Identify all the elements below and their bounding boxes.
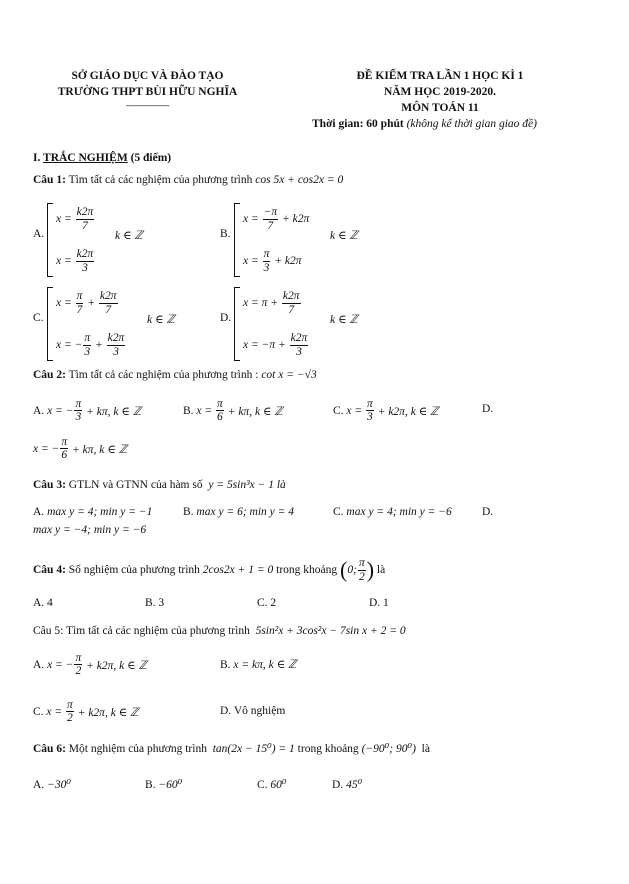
q2-option-d: x = − $\frac{\pi}{6}$ + kπ, k ∈ ℤ (33, 436, 128, 462)
subject: MÔN TOÁN 11 (401, 102, 479, 114)
q1-option-b: x = $\frac{-\pi}{7}$ + k2π x = $\frac{\pi}{3}$ + k2π (234, 198, 309, 282)
q1-a-cond: k ∈ ℤ (115, 230, 143, 242)
q4-option-c: C. 2 (257, 597, 277, 609)
time-note: (không kể thời gian giao đề) (406, 118, 537, 130)
q1-d-cond: k ∈ ℤ (330, 314, 358, 326)
school-dept: SỞ GIÁO DỤC VÀ ĐÀO TẠO (71, 70, 224, 82)
q1-c-cond: k ∈ ℤ (147, 314, 175, 326)
q1-option-c-label: C. (33, 312, 44, 324)
q1-option-d: x = π + $\frac{k2\pi}{7}$ x = −π + $\frac{k2\pi}{3}$ (234, 282, 309, 366)
q5-option-d: D. Vô nghiệm (220, 705, 286, 717)
q1-option-a: x = $\frac{k2\pi}{7}$ x = $\frac{k2\pi}{3}$ (47, 198, 95, 282)
section-title: I. TRẮC NGHIỆM (5 điểm) (33, 152, 172, 164)
q5-option-b: B. x = kπ, k ∈ ℤ (220, 659, 297, 671)
q6-option-d: D. 45⁰ (332, 779, 363, 791)
q2-option-c: C. x = $\frac{\pi}{3}$ + k2π, k ∈ ℤ (333, 398, 439, 424)
q2-stem: Câu 2: Tìm tất cả các nghiệm của phương trình : cot x = −√3 (33, 369, 317, 381)
q6-option-b: B. −60⁰ (145, 779, 183, 791)
q6-option-a: A. −30⁰ (33, 779, 71, 791)
q5-option-c: C. x = $\frac{\pi}{2}$ + k2π, k ∈ ℤ (33, 699, 139, 725)
q3-option-d-label: D. (482, 506, 494, 518)
exam-time (312, 118, 537, 130)
q3-stem: Câu 3: GTLN và GTNN của hàm số y = 5sin³x − 1 là (33, 479, 286, 491)
q1-b-cond: k ∈ ℤ (330, 230, 358, 242)
time-label: Thời gian: 60 phút (312, 118, 404, 130)
q1-option-b-label: B. (220, 228, 231, 240)
q4-option-a: A. 4 (33, 597, 53, 609)
q4-option-d: D. 1 (369, 597, 389, 609)
q4-stem: Câu 4: Số nghiệm của phương trình 2cos2x + 1 = 0 trong khoảng ( 0; $\frac{\pi}{2}$ ) là (33, 557, 386, 583)
q1-option-d-label: D. (220, 312, 232, 324)
q2-option-d-label: D. (482, 403, 494, 415)
q1-stem: Câu 1: Tìm tất cả các nghiệm của phương trình cos 5x + cos2x = 0 (33, 174, 344, 186)
q3-option-c: C. max y = 4; min y = −6 (333, 506, 452, 518)
q6-option-c: C. 60⁰ (257, 779, 287, 791)
q3-option-a: A. max y = 4; min y = −1 (33, 506, 153, 518)
q6-stem: Câu 6: Một nghiệm của phương trình tan(2x − 15⁰) = 1 trong khoảng (−90⁰; 90⁰) là (33, 743, 430, 755)
school-year: NĂM HỌC 2019-2020. (383, 86, 497, 98)
exam-title: ĐỀ KIỂM TRA LẦN 1 HỌC KÌ 1 (356, 70, 524, 82)
q2-option-a: A. x = − $\frac{\pi}{3}$ + kπ, k ∈ ℤ (33, 398, 142, 424)
q2-option-b: B. x = $\frac{\pi}{6}$ + kπ, k ∈ ℤ (183, 398, 283, 424)
q3-option-d: max y = −4; min y = −6 (33, 524, 147, 536)
q1-option-c: x = $\frac{\pi}{7}$ + $\frac{k2\pi}{7}$ x = − $\frac{\pi}{3}$ + $\frac{k2\pi}{3}$ (47, 282, 126, 366)
q1-option-a-label: A. (33, 228, 45, 240)
header-separator: -------------------- (125, 101, 170, 110)
q3-option-b: B. max y = 6; min y = 4 (183, 506, 295, 518)
school-name: TRƯỜNG THPT BÙI HỮU NGHĨA (57, 86, 238, 98)
q5-stem: Câu 5: Tìm tất cả các nghiệm của phương trình 5sin²x + 3cos²x − 7sin x + 2 = 0 (33, 625, 406, 637)
q5-option-a: A. x = − $\frac{\pi}{2}$ + k2π, k ∈ ℤ (33, 652, 148, 678)
q4-option-b: B. 3 (145, 597, 165, 609)
